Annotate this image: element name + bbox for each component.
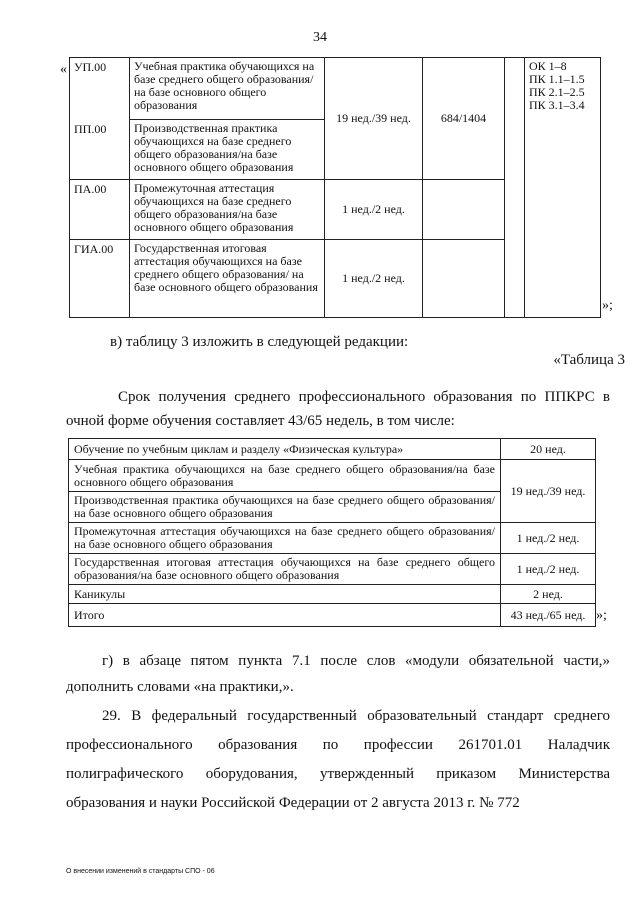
table3-desc-cell: Учебная практика обучающихся на базе среднего общего образования/на базе основного общего образования bbox=[69, 460, 501, 492]
table3-desc-cell: Государственная итоговая аттестация обучающихся на базе среднего общего образования/на базе основного общего образования bbox=[69, 554, 501, 585]
row-name-up: Учебная практика обучающихся на базе среднего общего образования/на базе основного общего образования bbox=[130, 58, 325, 120]
competency-item: ОК 1–8 bbox=[529, 59, 567, 73]
table-label: «Таблица 3 bbox=[553, 352, 625, 368]
table3-value-cell: 19 нед./39 нед. bbox=[501, 460, 596, 523]
row-name-pa: Промежуточная аттестация обучающихся на базе среднего общего образования/на базе основного общего образования bbox=[130, 180, 325, 240]
row-code-pp: ПП.00 bbox=[70, 120, 130, 180]
table3-value-cell: 1 нед./2 нед. bbox=[501, 523, 596, 554]
competency-item: ПК 2.1–2.5 bbox=[529, 85, 585, 99]
table3-value-cell: 43 нед./65 нед. bbox=[501, 604, 596, 627]
duration-gia: 1 нед./2 нед. bbox=[325, 240, 423, 318]
paragraph-g: г) в абзаце пятом пункта 7.1 после слов «модули обязательной части,» дополнить словами «на практики,». bbox=[66, 653, 610, 695]
table3-value-cell: 20 нед. bbox=[501, 439, 596, 460]
table-3 bbox=[68, 438, 596, 627]
table3-desc-cell: Каникулы bbox=[69, 585, 501, 604]
empty-cell bbox=[505, 58, 525, 318]
competencies-cell bbox=[525, 58, 601, 318]
hours-pa bbox=[423, 180, 505, 240]
table3-desc-cell: Промежуточная аттестация обучающихся на базе среднего общего образования/на базе основного общего образования bbox=[69, 523, 501, 554]
table1-close-quote: »; bbox=[602, 298, 613, 313]
row-name-gia: Государственная итоговая аттестация обучающихся на базе среднего общего образования/ на базе основного общего образования bbox=[130, 240, 325, 318]
table3-close-quote: »; bbox=[596, 608, 607, 623]
paragraph-29: 29. В федеральный государственный образовательный стандарт среднего профессионального образования по профессии 261701.01 Наладчик полиграфического оборудования, утвержденный приказом Министерства образования и науки Российской Федерации от 2 августа 2013 г. № 772 bbox=[66, 708, 610, 811]
table3-value-cell: 1 нед./2 нед. bbox=[501, 554, 596, 585]
duration-pa: 1 нед./2 нед. bbox=[325, 180, 423, 240]
table3-desc-cell: Итого bbox=[69, 604, 501, 627]
row-code-gia: ГИА.00 bbox=[70, 240, 130, 318]
row-name-pp: Производственная практика обучающихся на базе среднего общего образования/на базе основного общего образования bbox=[130, 120, 325, 180]
page-number: 34 bbox=[313, 30, 327, 45]
table1-open-quote: « bbox=[60, 62, 67, 77]
row-code-pa: ПА.00 bbox=[70, 180, 130, 240]
duration-practice: 19 нед./39 нед. bbox=[325, 58, 423, 180]
table3-value-cell: 2 нед. bbox=[501, 585, 596, 604]
table3-desc-cell: Обучение по учебным циклам и разделу «Физическая культура» bbox=[69, 439, 501, 460]
footer-note: О внесении изменений в стандарты СПО - 06 bbox=[66, 868, 215, 875]
hours-practice: 684/1404 bbox=[423, 58, 505, 180]
paragraph-srok: Срок получения среднего профессионального образования по ППКРС в очной форме обучения составляет 43/65 недель, в том числе: bbox=[66, 389, 610, 429]
paragraph-v: в) таблицу 3 изложить в следующей редакции: bbox=[110, 334, 409, 350]
competency-item: ПК 3.1–3.4 bbox=[529, 98, 585, 112]
table3-desc-cell: Производственная практика обучающихся на базе среднего общего образования/на базе основного общего образования bbox=[69, 492, 501, 523]
practice-table bbox=[69, 57, 601, 318]
hours-gia bbox=[423, 240, 505, 318]
competency-item: ПК 1.1–1.5 bbox=[529, 72, 585, 86]
row-code-up: УП.00 bbox=[70, 58, 130, 120]
